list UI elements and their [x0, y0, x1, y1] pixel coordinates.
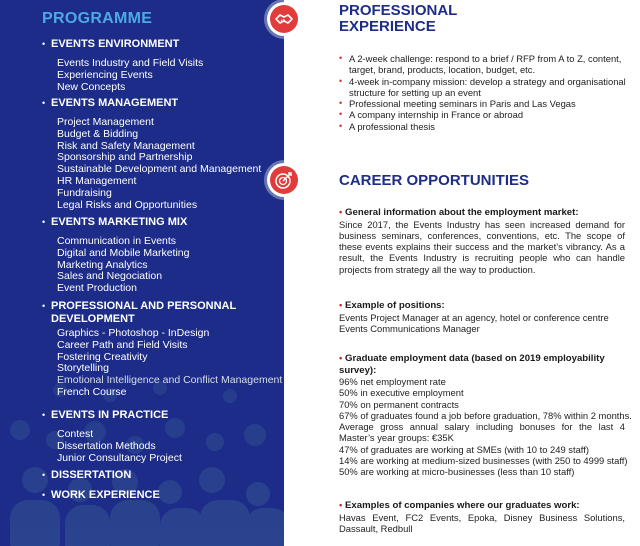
list-item: HR Management [57, 174, 137, 187]
subheading: • Graduate employment data (based on 2019 employability survey): [339, 353, 605, 376]
list-item: Sponsorship and Partnership [57, 151, 193, 164]
list-item: Career Path and Field Visits [57, 338, 188, 351]
text-line: 14% are working at medium-sized businesses (with 250 to 4999 staff) [339, 455, 628, 467]
content-panel [284, 0, 640, 546]
paragraph: Havas Event, FC2 Events, Epoka, Disney Business Solutions, Dassault, Redbull [339, 511, 625, 534]
list-item: Sustainable Development and Management [57, 163, 262, 176]
section-heading-line: DEVELOPMENT [51, 313, 135, 325]
section-professional-development [42, 300, 282, 399]
section-heading: EVENTS IN PRACTICE [51, 409, 169, 421]
professional-experience-list [339, 53, 629, 132]
list-item: Communication in Events [57, 235, 177, 247]
list-item: Fundraising [57, 186, 112, 199]
list-item: • 4-week in-company mission: develop a strategy and organisational structure for setting up an event [339, 75, 626, 98]
list-item-text: Professional meeting seminars in Paris and Las Vegas [349, 98, 576, 110]
subheading: • Example of positions: [339, 300, 445, 311]
section-heading: DISSERTATION [51, 469, 132, 481]
career-opportunities-title: CAREER OPPORTUNITIES [339, 172, 530, 189]
list-item-text: A 2-week challenge: respond to a brief / RFP from A to Z, content, target, brand, products, location, budget, etc. [349, 53, 622, 76]
list-item: Contest [57, 428, 94, 440]
list-item: Sales and Negociation [57, 270, 163, 283]
list-item: Risk and Safety Management [57, 139, 195, 152]
list-item: Digital and Mobile Marketing [57, 246, 190, 259]
list-item: Legal Risks and Opportunities [57, 198, 198, 211]
section-dissertation [42, 469, 131, 487]
list-item: • A professional thesis [339, 120, 435, 132]
career-general-block [339, 207, 625, 275]
bullet-icon: • [42, 217, 46, 227]
bullet-icon: • [42, 301, 46, 311]
text-line: Events Communications Manager [339, 322, 480, 334]
list-item: Events Industry and Field Visits [57, 57, 204, 69]
text-line: 67% of graduates found a job before graduation, 78% within 2 months. [339, 409, 632, 421]
programme-panel [0, 0, 284, 546]
text-line: Events Project Manager at an agency, hotel or conference centre [339, 311, 609, 323]
career-positions-block [339, 300, 625, 334]
list-item: • A 2-week challenge: respond to a brief / RFP from A to Z, content, target, brand, products, location, budget, etc. [339, 53, 622, 76]
section-events-management [42, 97, 261, 211]
career-employment-block [339, 353, 632, 478]
section-work-experience [42, 489, 160, 507]
list-item: Experiencing Events [57, 68, 153, 81]
subheading: • Examples of companies where our graduates work: [339, 500, 580, 511]
list-item: • A company internship in France or abroad [339, 109, 524, 121]
list-item: New Concepts [57, 80, 126, 93]
list-item-text: 4-week in-company mission: develop a strategy and organisational structure for setting up an event [349, 75, 626, 98]
bullet-icon: • [42, 490, 46, 500]
section-heading: WORK EXPERIENCE [51, 489, 160, 501]
bullet-icon: • [42, 98, 46, 108]
title-line: PROFESSIONAL [339, 2, 458, 19]
section-events-environment [42, 38, 203, 93]
bullet-icon: • [42, 39, 46, 49]
subheading-text: Example of positions: [345, 300, 445, 311]
subheading-text: General information about the employment market: [345, 207, 579, 218]
section-heading [51, 300, 236, 326]
list-item: Marketing Analytics [57, 258, 148, 271]
section-heading: EVENTS ENVIRONMENT [51, 38, 180, 50]
section-events-marketing-mix [42, 216, 189, 295]
subheading: • General information about the employment market: [339, 207, 579, 218]
list-item: Dissertation Methods [57, 439, 156, 452]
subheading-text: Examples of companies where our graduates work: [345, 500, 580, 511]
paragraph: Average gross annual salary including bonuses for the last 4 Master’s year groups: €35K [339, 421, 625, 444]
text-line: 47% of graduates are working at SMEs (with 10 to 249 staff) [339, 443, 589, 455]
text-line: 96% net employment rate [339, 376, 446, 387]
section-heading: EVENTS MARKETING MIX [51, 216, 188, 228]
title-line: EXPERIENCE [339, 18, 436, 35]
list-item: • Professional meeting seminars in Paris and Las Vegas [339, 98, 576, 110]
text-line: 70% on permanent contracts [339, 398, 459, 410]
list-item: Budget & Bidding [57, 127, 139, 140]
programme-title: PROGRAMME [42, 10, 153, 27]
list-item: Junior Consultancy Project [57, 451, 182, 464]
list-item: Event Production [57, 282, 137, 295]
list-item: Graphics - Photoshop - InDesign [57, 327, 210, 339]
text-line: 50% are working at micro-businesses (less than 10 staff) [339, 466, 575, 478]
section-heading: EVENTS MANAGEMENT [51, 97, 179, 109]
list-item: Storytelling [57, 362, 109, 375]
subheading-text: Graduate employment data (based on 2019 employability survey): [339, 353, 605, 376]
paragraph: Since 2017, the Events Industry has seen increased demand for business seminars, conferences, conventions, etc. The scope of these events explains their success and the market’s vibrancy. As a result, the Events Industry is recruiting people who can handle projects from strategy all the way to production. [339, 218, 625, 275]
professional-experience-title [339, 3, 457, 35]
list-item-text: A company internship in France or abroad [349, 109, 524, 121]
list-item-text: A professional thesis [349, 120, 435, 132]
list-item: Emotional Intelligence and Conflict Management [57, 374, 283, 387]
list-item: Project Management [57, 116, 154, 128]
bullet-icon: • [42, 470, 46, 480]
bullet-icon: • [42, 410, 46, 420]
list-item: Fostering Creativity [57, 350, 148, 363]
section-heading-line: PROFESSIONAL AND PERSONNAL [51, 300, 237, 312]
text-line: 50% in executive employment [339, 387, 464, 399]
section-events-in-practice [42, 409, 182, 464]
list-item: French Course [57, 385, 127, 398]
career-companies-block [339, 500, 625, 534]
